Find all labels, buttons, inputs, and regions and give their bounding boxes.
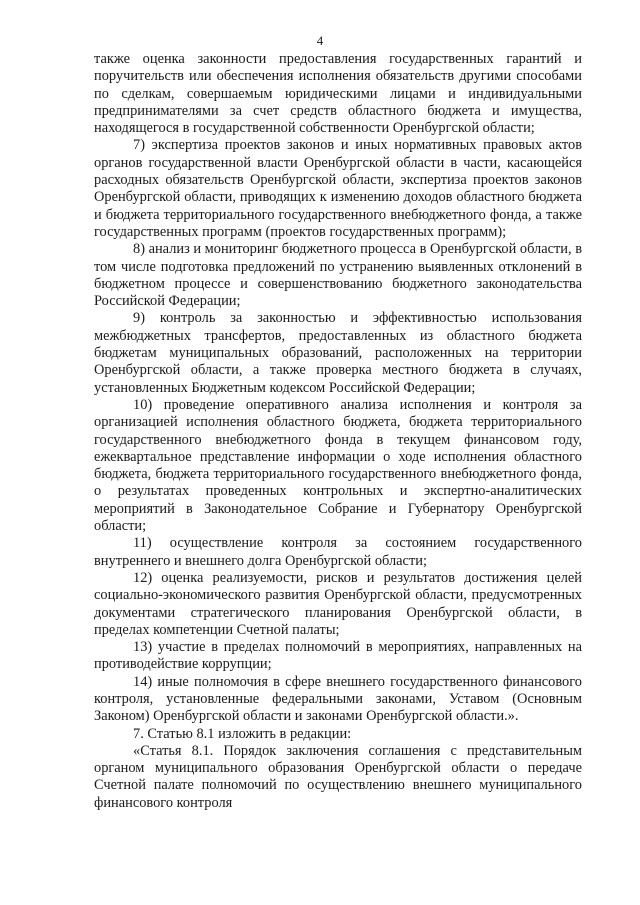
paragraph-item-12: 12) оценка реализуемости, рисков и результатов достижения целей социально-экономического развития Оренбургской области, предусмотренных документами стратегического планирования Оренбургской области, в пределах компетенции Счетной палаты; bbox=[94, 569, 582, 638]
paragraph-item-9: 9) контроль за законностью и эффективностью использования межбюджетных трансфертов, предоставленных из областного бюджета бюджетам муниципальных образований, расположенных на территории Оренбургской области, а также проверка местного бюджета в случаях, установленных Бюджетным кодексом Российской Федерации; bbox=[94, 310, 582, 396]
paragraph-item-10: 10) проведение оперативного анализа исполнения и контроля за организацией исполнения областного бюджета, бюджета территориального государственного внебюджетного фонда в текущем финансовом году, ежеквартальное представление информации о ходе исполнения областного бюджета, бюджета территориального государственного внебюджетного фонда, о результатах проведенных контрольных и экспертно-аналитических мероприятий в Законодательное Собрание и Губернатору Оренбургской области; bbox=[94, 396, 582, 535]
paragraph-item-8: 8) анализ и мониторинг бюджетного процесса в Оренбургской области, в том числе подготовка предложений по устранению выявленных отклонений в бюджетном процессе и совершенствованию бюджетного законодательства Российской Федерации; bbox=[94, 241, 582, 310]
page-number: 4 bbox=[316, 33, 324, 48]
paragraph-article-8-1: «Статья 8.1. Порядок заключения соглашения с представительным органом муниципального образования Оренбургской области о передаче Счетной палате полномочий по осуществлению внешнего муниципального финансового контроля bbox=[94, 742, 582, 811]
paragraph-gov-guarantees: также оценка законности предоставления государственных гарантий и поручительств или обеспечения исполнения обязательств другими способами по сделкам, совершаемым юридическими лицами и индивидуальными предпринимателями за счет средств областного бюджета и имущества, находящегося в государственной собственности Оренбургской области; bbox=[94, 51, 582, 137]
paragraph-item-14: 14) иные полномочия в сфере внешнего государственного финансового контроля, установленные федеральными законами, Уставом (Основным Законом) Оренбургской области и законами Оренбургской области.». bbox=[94, 673, 582, 725]
paragraph-amendment-7: 7. Статью 8.1 изложить в редакции: bbox=[133, 725, 352, 742]
document-body bbox=[94, 51, 582, 812]
paragraph-item-7: 7) экспертиза проектов законов и иных нормативных правовых актов органов государственной власти Оренбургской области в части, касающейся расходных обязательств Оренбургской области, экспертиза проектов законов Оренбургской области, приводящих к изменению доходов областного бюджета и бюджета территориального государственного внебюджетного фонда, а также государственных программ (проектов государственных программ); bbox=[94, 137, 582, 240]
paragraph-item-11: 11) осуществление контроля за состоянием государственного внутреннего и внешнего долга Оренбургской области; bbox=[94, 535, 582, 569]
paragraph-item-13: 13) участие в пределах полномочий в мероприятиях, направленных на противодействие коррупции; bbox=[94, 639, 582, 673]
